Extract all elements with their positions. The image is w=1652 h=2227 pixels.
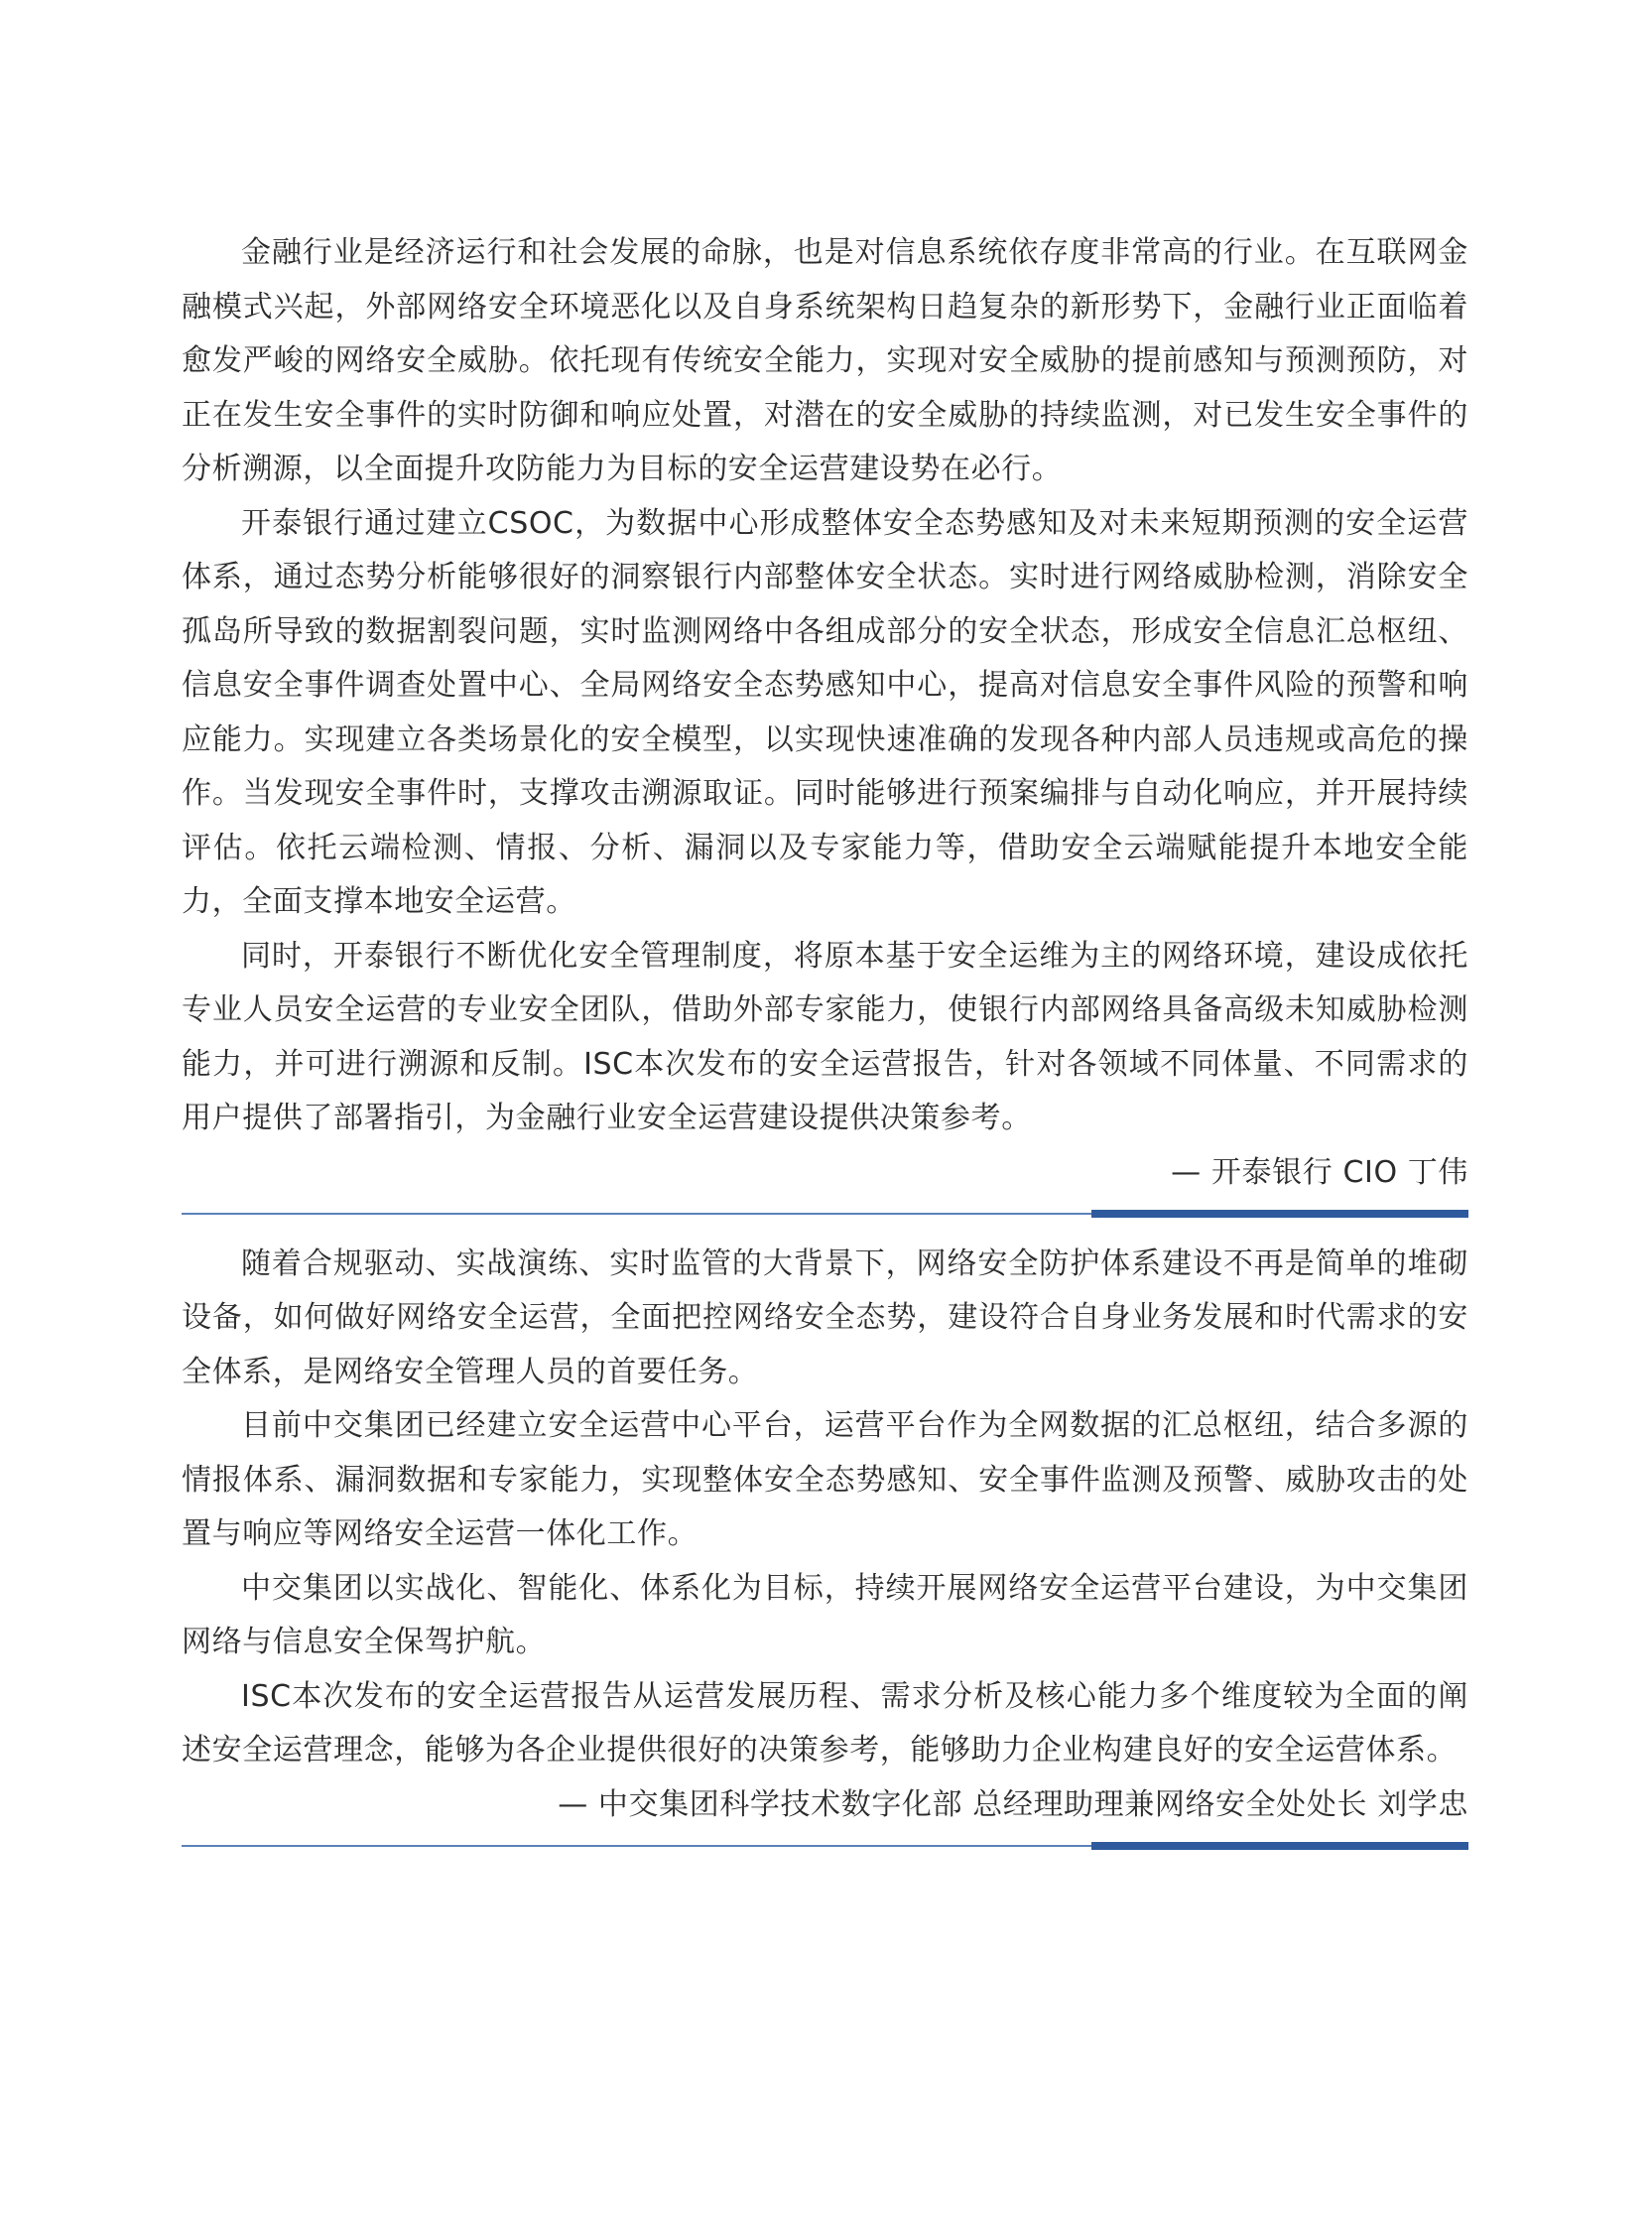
testimonial-paragraph: 中交集团以实战化、智能化、体系化为目标，持续开展网络安全运营平台建设，为中交集团网络与信息安全保驾护航。: [182, 1570, 1468, 1659]
divider-accent-bar: [1091, 1842, 1468, 1850]
testimonial-paragraph: 金融行业是经济运行和社会发展的命脉，也是对信息系统依存度非常高的行业。在互联网金融模式兴起，外部网络安全环境恶化以及自身系统架构日趋复杂的新形势下，金融行业正面临着愈发严峻的网络安全威胁。依托现有传统安全能力，实现对安全威胁的提前感知与预测预防，对正在发生安全事件的实时防御和响应处置，对潜在的安全威胁的持续监测，对已发生安全事件的分析溯源，以全面提升攻防能力为目标的安全运营建设势在必行。: [182, 235, 1468, 486]
testimonial-paragraph: 随着合规驱动、实战演练、实时监管的大背景下，网络安全防护体系建设不再是简单的堆砌设备，如何做好网络安全运营，全面把控网络安全态势，建设符合自身业务发展和时代需求的安全体系，是网络安全管理人员的首要任务。: [182, 1245, 1468, 1389]
testimonial-attribution: — 中交集团科学技术数字化部 总经理助理兼网络安全处处长 刘学忠: [558, 1786, 1468, 1822]
testimonial-paragraph: 目前中交集团已经建立安全运营中心平台，运营平台作为全网数据的汇总枢纽，结合多源的情报体系、漏洞数据和专家能力，实现整体安全态势感知、安全事件监测及预警、威胁攻击的处置与响应等网络安全运营一体化工作。: [182, 1408, 1468, 1551]
section-divider: [182, 1210, 1468, 1218]
testimonial-paragraph: 开泰银行通过建立CSOC，为数据中心形成整体安全态势感知及对未来短期预测的安全运营体系，通过态势分析能够很好的洞察银行内部整体安全状态。实时进行网络威胁检测，消除安全孤岛所导致的数据割裂问题，实时监测网络中各组成部分的安全状态，形成安全信息汇总枢纽、信息安全事件调查处置中心、全局网络安全态势感知中心，提高对信息安全事件风险的预警和响应能力。实现建立各类场景化的安全模型，以实现快速准确的发现各种内部人员违规或高危的操作。当发现安全事件时，支撑攻击溯源取证。同时能够进行预案编排与自动化响应，并开展持续评估。依托云端检测、情报、分析、漏洞以及专家能力等，借助安全云端赋能提升本地安全能力，全面支撑本地安全运营。: [182, 505, 1468, 919]
page-content: [182, 226, 1468, 1870]
testimonial-kaitai-bank: [182, 226, 1468, 1218]
testimonial-cccc-group: [182, 1238, 1468, 1850]
section-divider: [182, 1842, 1468, 1850]
divider-accent-bar: [1091, 1210, 1468, 1218]
testimonial-paragraph: 同时，开泰银行不断优化安全管理制度，将原本基于安全运维为主的网络环境，建设成依托专业人员安全运营的专业安全团队，借助外部专家能力，使银行内部网络具备高级未知威胁检测能力，并可进行溯源和反制。ISC本次发布的安全运营报告，针对各领域不同体量、不同需求的用户提供了部署指引，为金融行业安全运营建设提供决策参考。: [182, 938, 1468, 1135]
testimonial-paragraph: ISC本次发布的安全运营报告从运营发展历程、需求分析及核心能力多个维度较为全面的阐述安全运营理念，能够为各企业提供很好的决策参考，能够助力企业构建良好的安全运营体系。: [182, 1678, 1468, 1768]
testimonial-attribution: — 开泰银行 CIO 丁伟: [1171, 1154, 1468, 1190]
